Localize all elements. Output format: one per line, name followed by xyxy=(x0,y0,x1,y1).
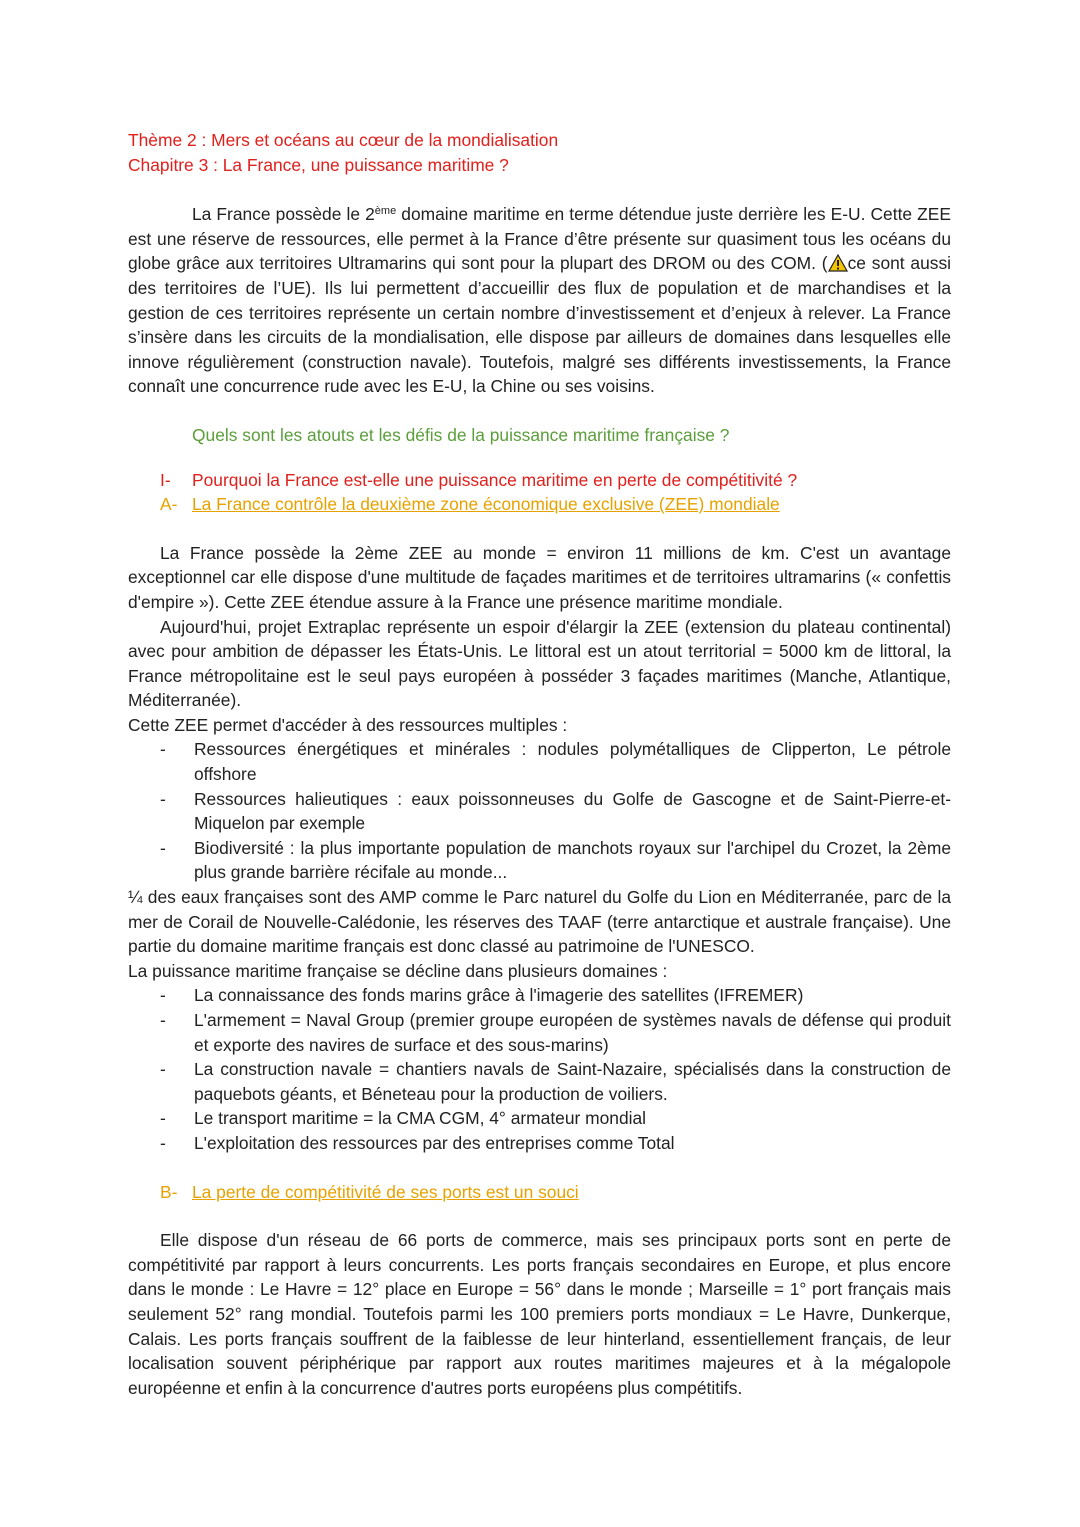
section-number: I- xyxy=(160,469,171,490)
subsection-heading-a xyxy=(128,492,951,517)
warning-triangle-icon xyxy=(828,254,848,272)
intro-paragraph: La France possède le 2ème domaine maritime en terme détendue juste derrière les E-U. Cette ZEE est une réserve de ressources, elle permet à la France d’être présente sur quasiment tous les océans du globe grâce aux territoires Ultramarins qui sont pour la plupart des DROM ou des COM. ( ce sont aussi des territoires de l’UE). Ils lui permettent d’accueillir des flux de population et de marchandises et la gestion de ces territoires représente un certain nombre d’investissement et d’enjeux à relever. La France s’insère dans les circuits de la mondialisation, elle dispose par ailleurs de domaines dans lesquelles elle innove régulièrement (construction navale). Toutefois, malgré ses différents investissements, la France connaît une concurrence rude avec les E-U, la Chine ou ses voisins. xyxy=(128,204,951,397)
subsection-number: B- xyxy=(160,1181,178,1202)
resources-list xyxy=(128,737,951,885)
document-header xyxy=(128,128,951,177)
list-item: - Biodiversité : la plus importante population de manchots royaux sur l'archipel du Crozet, la 2ème plus grande barrière récifale au monde... xyxy=(160,837,951,883)
list-item: - Ressources énergétiques et minérales : nodules polymétalliques de Clipperton, Le pétrole offshore xyxy=(160,739,951,785)
subsection-number: A- xyxy=(160,494,178,515)
section-title: Pourquoi la France est-elle une puissance maritime en perte de compétitivité ? xyxy=(192,469,798,490)
theme-title: Thème 2 : Mers et océans au cœur de la mondialisation xyxy=(128,130,559,150)
domains-list xyxy=(128,983,951,1155)
paragraph: La puissance maritime française se décline dans plusieurs domaines : xyxy=(128,960,668,981)
chapter-title: Chapitre 3 : La France, une puissance maritime ? xyxy=(128,154,509,175)
list-item: - L'armement = Naval Group (premier groupe européen de systèmes navals de défense qui produit et exporte des navires de surface et des sous-marins) xyxy=(160,1010,951,1055)
subsection-title: La France contrôle la deuxième zone économique exclusive (ZEE) mondiale xyxy=(192,494,780,515)
section-heading-1 xyxy=(128,468,951,493)
list-item: - Le transport maritime = la CMA CGM, 4° armateur mondial xyxy=(160,1108,647,1129)
paragraph: ¼ des eaux françaises sont des AMP comme le Parc naturel du Golfe du Lion en Méditerranée, parc de la mer de Corail de Nouvelle-Calédonie, les réserves des TAAF (terre antarctique et australe française). Une partie du domaine maritime français est donc classé au patrimoine de l'UNESCO. xyxy=(128,887,951,957)
list-item: - La construction navale = chantiers navals de Saint-Nazaire, spécialisés dans la construction de paquebots géants, et Béneteau pour la production de voiliers. xyxy=(160,1059,951,1104)
list-item: - L'exploitation des ressources par des entreprises comme Total xyxy=(160,1132,675,1153)
subsection-title: La perte de compétitivité de ses ports est un souci xyxy=(192,1181,579,1202)
subsection-heading-b xyxy=(128,1180,951,1205)
list-item: - Ressources halieutiques : eaux poissonneuses du Golfe de Gascogne et de Saint-Pierre-et-Miquelon par exemple xyxy=(160,788,951,834)
paragraph: La France possède la 2ème ZEE au monde = environ 11 millions de km. C'est un avantage exceptionnel car elle dispose d'une multitude de façades maritimes et de territoires ultramarins (« confettis d'empire »). Cette ZEE étendue assure à la France une présence maritime mondiale. xyxy=(128,542,951,612)
paragraph: Aujourd'hui, projet Extraplac représente un espoir d'élargir la ZEE (extension du plateau continental) avec pour ambition de dépasser les États-Unis. Le littoral est un atout territorial = 5000 km de littoral, la France métropolitaine est le seul pays européen à posséder 3 façades maritimes (Manche, Atlantique, Méditerranée). xyxy=(128,616,951,711)
problematic-question: Quels sont les atouts et les défis de la puissance maritime française ? xyxy=(192,424,730,445)
document-page xyxy=(128,128,951,1400)
list-item: - La connaissance des fonds marins grâce à l'imagerie des satellites (IFREMER) xyxy=(160,985,804,1006)
paragraph: Elle dispose d'un réseau de 66 ports de commerce, mais ses principaux ports sont en perte de compétitivité par rapport à leurs concurrents. Les ports français secondaires en Europe, et plus encore dans le monde : Le Havre = 12° place en Europe = 56° dans le monde ; Marseille = 1° port français mais seulement 52° rang mondial. Toutefois parmi les 100 premiers ports mondiaux = Le Havre, Dunkerque, Calais. Les ports français souffrent de la faiblesse de leur hinterland, essentiellement français, de leur localisation souvent périphérique par rapport aux routes maritimes majeures et à la mégalopole européenne et enfin à la concurrence d'autres ports européens plus compétitifs. xyxy=(128,1230,951,1398)
superscript: ème xyxy=(374,205,397,218)
paragraph: Cette ZEE permet d'accéder à des ressources multiples : xyxy=(128,714,568,735)
